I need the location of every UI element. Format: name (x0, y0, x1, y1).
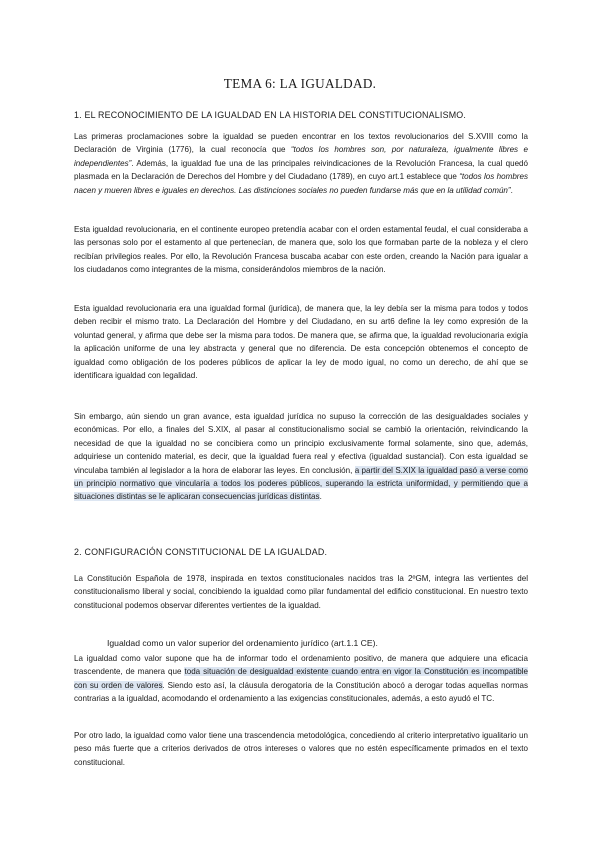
section-1-paragraph-2: Esta igualdad revolucionaria, en el continente europeo pretendía acabar con el orden estamental feudal, el cual consideraba a las personas solo por el estamento al que pertenecían, de manera que, solo los que formaban parte de la nobleza y el clero recibían privilegios reales. Por ello, la Revolución Francesa buscaba acabar con este orden, creando la Nación para igualar a los ciudadanos como integrantes de la misma, considerándolos miembros de la nación. (74, 225, 528, 275)
text-run: Las primeras proclamaciones sobre la igualdad se pueden encontrar en los textos revolucionarios del S.XVIII como la Declaración de Virginia (1776), la cual reconocía que (74, 132, 528, 155)
text-run: La igualdad como valor supone que ha de informar todo el ordenamiento positivo, de manera que adquiere una eficacia trascendente, de manera que (74, 654, 528, 677)
text-run: . Además, la igualdad fue una de las principales reivindicaciones de la Revolución Francesa, la cual quedó plasmada en la Declaración de Derechos del Hombre y del Ciudadano (1789), en cuyo art.1 establece que (74, 158, 528, 182)
text-run: . (510, 185, 513, 195)
section-2-subheading: Igualdad como un valor superior del ordenamiento jurídico (art.1.1 CE). (107, 638, 378, 648)
section-1-paragraph-1 (74, 130, 528, 197)
text-run: . Siendo esto así, la cláusula derogatoria de la Constitución abocó a derogar todas aquellas normas contrarias a la igualdad, acomodando el ordenamiento a las exigencias constitucionales, además, a esto ayudó el TC. (74, 680, 528, 704)
quote-declaration: “todos los hombres nacen y mueren libres e iguales en derechos. Las distinciones sociales no pueden fundarse más que en la utilidad común” (74, 172, 528, 195)
text-run: Sin embargo, aún siendo un gran avance, esta igualdad jurídica no supuso la corrección de las desigualdades sociales y económicas. Por ello, a finales del S.XIX, al pasar al constitucionalismo social se cambió la orientación, reivindicando la necesidad de que la igualdad no se concibiera como un principio exclusivamente formal solamente, sino que, además, adquiriese un contenido material, es decir, que la igualdad fuera real y efectiva (igualdad sustancial). Con esta igualdad se vinculaba también al legislador a la hora de elaborar las leyes. En conclusión, (74, 412, 528, 475)
section-1-heading: 1. EL RECONOCIMIENTO DE LA IGUALDAD EN LA HISTORIA DEL CONSTITUCIONALISMO. (74, 110, 467, 120)
section-2-paragraph-3: Por otro lado, la igualdad como valor tiene una trascendencia metodológica, concediendo al criterio interpretativo igualitario un peso más fuerte que a criterios derivados de otros intereses o valores que no estén específicamente primados en el texto constitucional. (74, 731, 528, 767)
text-run: . (319, 492, 322, 502)
document-title: TEMA 6: LA IGUALDAD. (223, 76, 377, 91)
section-2-paragraph-2 (74, 652, 528, 706)
highlighted-text: toda situación de desigualdad existente cuando entra en vigor la Constitución es incompatible con su orden de valores (74, 667, 528, 690)
section-2-heading: 2. CONFIGURACIÓN CONSTITUCIONAL DE LA IGUALDAD. (74, 547, 328, 557)
section-2-paragraph-1: La Constitución Española de 1978, inspirada en textos constitucionales nacidos tras la 2ºGM, integra las vertientes del constitucionalismo liberal y social, concibiendo la igualdad como pilar fundamental del edificio constitucional. En nuestro texto constitucional podemos observar diferentes vertientes de la igualdad. (74, 574, 528, 610)
section-1-paragraph-4 (74, 410, 528, 504)
highlighted-text: a partir del S.XIX la igualdad pasó a verse como un principio normativo que vincularía a todos los poderes públicos, superando la estricta uniformidad, y permitiendo que a situaciones distintas se le aplicaran consecuencias jurídicas distintas (74, 465, 529, 502)
section-1-paragraph-3: Esta igualdad revolucionaria era una igualdad formal (jurídica), de manera que, la ley debía ser la misma para todos y todos deben recibir el mismo trato. La Declaración del Hombre y del Ciudadano, en su art6 define la ley como expresión de la voluntad general, y afirma que debe ser la misma para todos. De manera que, se afirma que, la igualdad revolucionaria exigía la aplicación uniforme de una ley abstracta y general que no diferencia. De esta concepción obtenemos el concepto de igualdad como obligación de los poderes públicos de aplicar la ley de modo igual, no como un derecho, de ahí que se identificara igualdad con legalidad. (74, 304, 528, 381)
quote-virginia: “todos los hombres son, por naturaleza, igualmente libres e independientes” (74, 145, 528, 168)
